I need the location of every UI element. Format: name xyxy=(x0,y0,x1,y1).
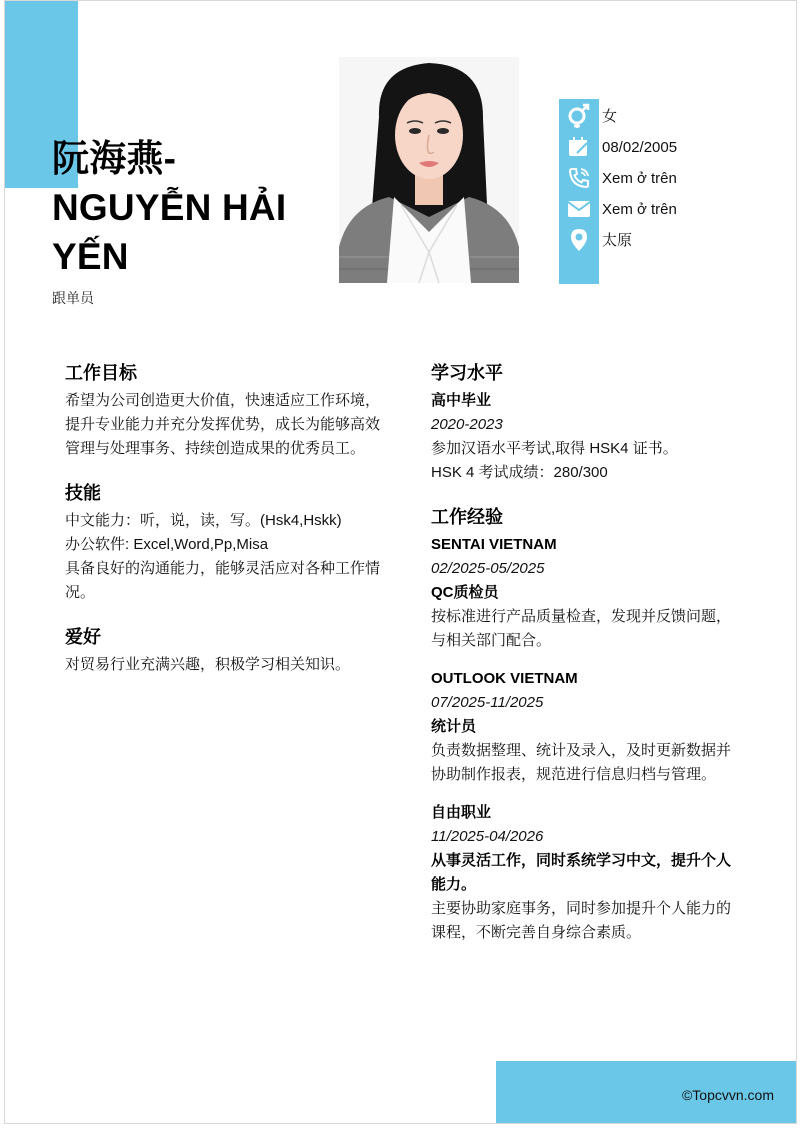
contact-icon-strip xyxy=(559,99,599,284)
skills-title: 技能 xyxy=(65,483,101,503)
education-date: 2020-2023 xyxy=(431,416,503,433)
education-line: HSK 4 考试成绩：280/300 xyxy=(431,464,608,481)
job-date: 02/2025-05/2025 xyxy=(431,560,545,577)
gender-icon xyxy=(559,101,599,131)
name-line-3: YẾN xyxy=(52,236,129,277)
job-company: SENTAI VIETNAM xyxy=(431,536,557,553)
candidate-name xyxy=(52,134,352,281)
email-value: Xem ở trên xyxy=(602,201,677,218)
job-date: 07/2025-11/2025 xyxy=(431,694,544,711)
job-company: OUTLOOK VIETNAM xyxy=(431,670,578,687)
calendar-icon xyxy=(559,132,599,162)
hobbies-title: 爱好 xyxy=(65,627,101,647)
address-value: 太原 xyxy=(602,232,633,249)
skill-line: 办公软件: Excel,Word,Pp,Misa xyxy=(65,536,269,553)
position-title: 跟单员 xyxy=(52,290,94,306)
birthdate-value: 08/02/2005 xyxy=(602,139,678,156)
profile-photo xyxy=(339,57,519,283)
resume-page xyxy=(4,0,797,1124)
job-entry xyxy=(431,801,731,945)
gender-value: 女 xyxy=(602,108,618,125)
job-entry xyxy=(431,533,731,653)
copyright-text: ©Topcvvn.com xyxy=(681,1087,774,1103)
objective-text: 希望为公司创造更大价值，快速适应工作环境，提升专业能力并充分发挥优势，成长为能够高效管理与处理事务、持续创造成果的优秀员工。 xyxy=(65,392,381,457)
job-role: QC质检员 xyxy=(431,584,499,601)
education-section xyxy=(431,361,731,485)
job-entry xyxy=(431,667,731,787)
job-role: 统计员 xyxy=(431,718,477,735)
skills-section xyxy=(65,481,383,605)
objective-title: 工作目标 xyxy=(65,363,137,383)
hobbies-text: 对贸易行业充满兴趣，积极学习相关知识。 xyxy=(65,656,351,673)
education-school: 高中毕业 xyxy=(431,392,492,409)
education-line: 参加汉语水平考试,取得 HSK4 证书。 xyxy=(431,440,678,457)
right-column xyxy=(431,361,731,965)
skill-line: 中文能力：听，说，读，写。(Hsk4,Hskk) xyxy=(65,512,342,529)
hobbies-section xyxy=(65,625,383,677)
name-line-2: NGUYỄN HẢI xyxy=(52,187,287,228)
skill-line: 具备良好的沟通能力，能够灵活应对各种工作情况。 xyxy=(65,560,381,601)
phone-value: Xem ở trên xyxy=(602,170,677,187)
email-icon xyxy=(559,194,599,224)
objective-section xyxy=(65,361,383,461)
phone-icon xyxy=(559,163,599,193)
job-description: 负责数据整理、统计及录入，及时更新数据并协助制作报表，规范进行信息归档与管理。 xyxy=(431,742,732,783)
location-icon xyxy=(559,225,599,255)
job-role: 从事灵活工作，同时系统学习中文，提升个人能力。 xyxy=(431,852,732,893)
name-line-1: 阮海燕- xyxy=(52,138,177,179)
contact-info-list xyxy=(602,105,677,260)
job-description: 主要协助家庭事务，同时参加提升个人能力的课程，不断完善自身综合素质。 xyxy=(431,900,732,941)
experience-title: 工作经验 xyxy=(431,507,503,527)
left-column xyxy=(65,361,383,697)
education-title: 学习水平 xyxy=(431,363,503,383)
job-description: 按标准进行产品质量检查，发现并反馈问题，与相关部门配合。 xyxy=(431,608,732,649)
job-company: 自由职业 xyxy=(431,804,492,821)
experience-section xyxy=(431,505,731,945)
job-date: 11/2025-04/2026 xyxy=(431,828,544,845)
